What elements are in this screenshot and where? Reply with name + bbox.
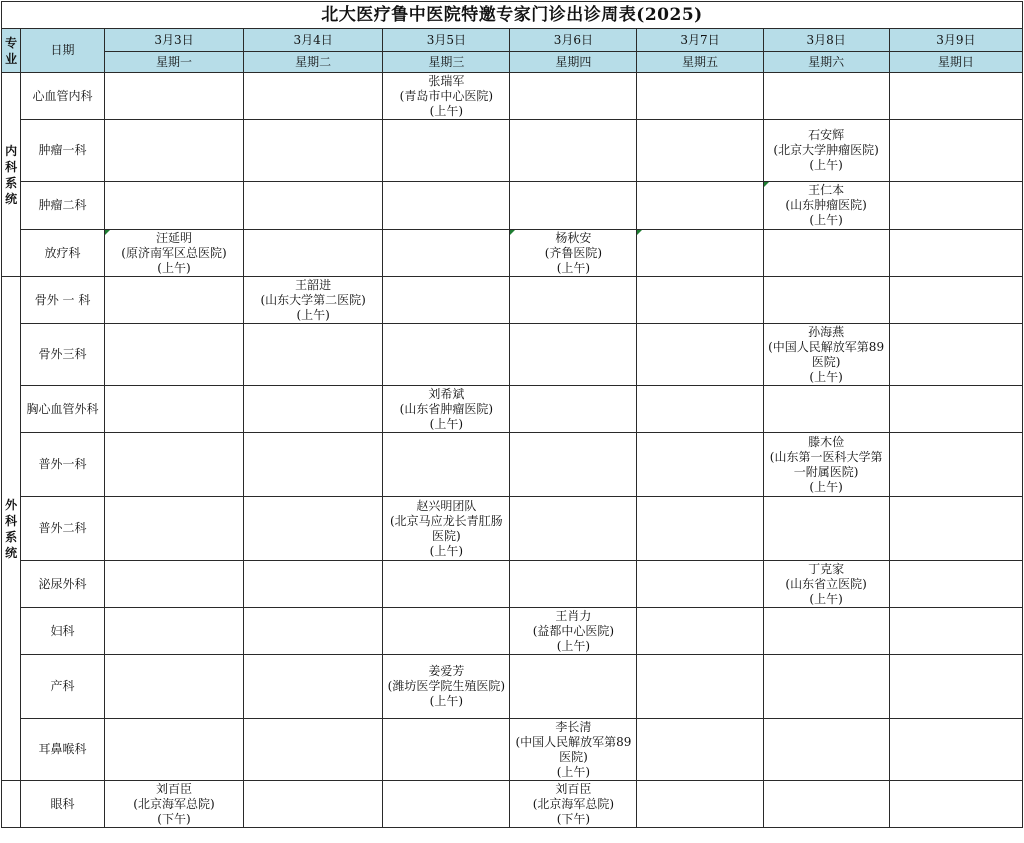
schedule-cell: [889, 182, 1022, 230]
schedule-cell: [244, 73, 383, 120]
department-cell: 心血管内科: [21, 73, 105, 120]
schedule-cell: [104, 497, 243, 561]
schedule-cell: [244, 561, 383, 608]
table-row: [2, 277, 1023, 324]
table-row: [2, 230, 1023, 277]
schedule-cell: [510, 497, 637, 561]
schedule-cell: [383, 277, 510, 324]
doctor-name: 刘百臣: [555, 781, 592, 796]
schedule-cell: [383, 230, 510, 277]
schedule-cell: [244, 497, 383, 561]
schedule-cell: [889, 324, 1022, 386]
schedule-cell: [889, 386, 1022, 433]
session-time: (上午): [809, 479, 843, 494]
date-cell: 3月8日: [763, 29, 889, 52]
schedule-cell: [104, 324, 243, 386]
session-time: (上午): [429, 103, 464, 118]
schedule-cell: [244, 655, 383, 719]
hospital-name: (益都中心医院): [532, 623, 615, 638]
schedule-cell: [104, 433, 243, 497]
schedule-cell: [637, 120, 763, 182]
weekday-header-row: [2, 52, 1023, 73]
schedule-cell: [383, 324, 510, 386]
session-time: (上午): [556, 260, 591, 275]
schedule-cell: [510, 324, 637, 386]
hospital-name: (潍坊医学院生殖医院): [387, 679, 506, 693]
schedule-cell: [637, 73, 763, 120]
session-time: (上午): [556, 638, 591, 653]
doctor-name: 姜爱芳: [428, 664, 465, 678]
hospital-name: (山东省立医院): [785, 576, 867, 591]
schedule-cell: [104, 386, 243, 433]
schedule-cell: [244, 120, 383, 182]
table-row: [2, 73, 1023, 120]
schedule-cell: [383, 655, 510, 719]
weekday-cell: 星期二: [244, 52, 383, 73]
schedule-cell: [889, 561, 1022, 608]
session-time: (下午): [556, 811, 591, 826]
hospital-name: (齐鲁医院): [544, 245, 603, 260]
doctor-name: 刘希斌: [428, 386, 465, 401]
doctor-name: 李长清: [555, 719, 592, 734]
schedule-cell: [637, 182, 763, 230]
schedule-cell: [763, 608, 889, 655]
department-cell: 普外二科: [21, 497, 105, 561]
doctor-name: 丁克家: [808, 561, 845, 576]
department-cell: 骨外 一 科: [21, 277, 105, 324]
department-cell: 肿瘤二科: [21, 182, 105, 230]
schedule-cell: [383, 497, 510, 561]
session-time: (上午): [429, 543, 464, 558]
schedule-cell: [763, 73, 889, 120]
schedule-cell: [383, 73, 510, 120]
schedule-cell: [763, 324, 889, 386]
schedule-cell: [763, 386, 889, 433]
schedule-cell: [510, 73, 637, 120]
date-cell: 3月5日: [383, 29, 510, 52]
schedule-cell: [104, 561, 243, 608]
schedule-cell: [510, 230, 637, 277]
session-time: (上午): [809, 591, 843, 606]
weekday-cell: 星期三: [383, 52, 510, 73]
schedule-cell: [104, 781, 243, 828]
table-row: [2, 781, 1023, 828]
schedule-cell: [510, 277, 637, 324]
hospital-name: (北京海军总院): [532, 796, 615, 811]
department-cell: 泌尿外科: [21, 561, 105, 608]
doctor-name: 王仁本: [808, 183, 845, 197]
hospital-name: (中国人民解放军第89医院): [515, 734, 632, 764]
schedule-cell: [637, 497, 763, 561]
schedule-cell: [244, 277, 383, 324]
schedule-cell: [889, 120, 1022, 182]
doctor-name: 汪延明: [155, 230, 192, 245]
department-cell: 骨外三科: [21, 324, 105, 386]
schedule-cell: [510, 781, 637, 828]
hospital-name: (北京马应龙长青肛肠医院): [389, 513, 503, 543]
department-cell: 肿瘤一科: [21, 120, 105, 182]
schedule-cell: [637, 561, 763, 608]
hospital-name: (山东肿瘤医院): [785, 198, 867, 212]
schedule-cell: [244, 230, 383, 277]
department-cell: 放疗科: [21, 230, 105, 277]
schedule-cell: [383, 433, 510, 497]
session-time: (上午): [556, 764, 591, 779]
hospital-name: (山东省肿瘤医院): [399, 401, 494, 416]
doctor-name: 刘百臣: [155, 781, 192, 796]
category-blank: [2, 781, 21, 828]
schedule-cell: [637, 781, 763, 828]
schedule-cell: [104, 655, 243, 719]
hospital-name: (中国人民解放军第89医院): [768, 339, 885, 369]
specialty-header: 专业: [2, 29, 21, 73]
date-header: 日期: [21, 29, 105, 73]
session-time: (上午): [429, 416, 464, 431]
table-row: [2, 608, 1023, 655]
schedule-cell: [889, 781, 1022, 828]
schedule-cell: [383, 386, 510, 433]
title-row: [2, 2, 1023, 29]
schedule-cell: [244, 433, 383, 497]
schedule-cell: [383, 608, 510, 655]
department-cell: 普外一科: [21, 433, 105, 497]
department-cell: 产科: [21, 655, 105, 719]
schedule-cell: [763, 655, 889, 719]
doctor-name: 王韶进: [295, 277, 332, 292]
schedule-page: [1, 1, 1023, 841]
schedule-cell: [889, 497, 1022, 561]
schedule-cell: [889, 608, 1022, 655]
schedule-cell: [889, 433, 1022, 497]
schedule-cell: [889, 277, 1022, 324]
table-row: [2, 386, 1023, 433]
date-cell: 3月4日: [244, 29, 383, 52]
schedule-cell: [104, 277, 243, 324]
schedule-cell: [510, 655, 637, 719]
schedule-cell: [244, 324, 383, 386]
category-internal: 内科系统: [2, 73, 21, 277]
doctor-name: 赵兴明团队: [416, 498, 477, 513]
weekday-cell: 星期一: [104, 52, 243, 73]
doctor-name: 杨秋安: [555, 230, 592, 245]
schedule-cell: [104, 230, 243, 277]
schedule-cell: [104, 719, 243, 781]
doctor-name: 孙海燕: [808, 324, 845, 339]
schedule-cell: [889, 73, 1022, 120]
table-row: [2, 719, 1023, 781]
table-row: [2, 120, 1023, 182]
schedule-cell: [637, 230, 763, 277]
hospital-name: (北京海军总院): [133, 796, 215, 811]
schedule-cell: [510, 433, 637, 497]
schedule-cell: [510, 608, 637, 655]
weekday-cell: 星期六: [763, 52, 889, 73]
schedule-cell: [637, 655, 763, 719]
date-header-row: [2, 29, 1023, 52]
schedule-cell: [104, 120, 243, 182]
hospital-name: (原济南军区总医院): [121, 245, 227, 260]
schedule-table: [1, 1, 1023, 828]
schedule-cell: [244, 608, 383, 655]
schedule-cell: [383, 561, 510, 608]
schedule-cell: [763, 120, 889, 182]
schedule-cell: [510, 561, 637, 608]
schedule-cell: [763, 497, 889, 561]
table-row: [2, 433, 1023, 497]
schedule-cell: [763, 561, 889, 608]
schedule-cell: [637, 433, 763, 497]
department-cell: 眼科: [21, 781, 105, 828]
doctor-name: 石安辉: [808, 128, 845, 142]
hospital-name: (青岛市中心医院): [399, 88, 494, 103]
schedule-cell: [510, 120, 637, 182]
date-cell: 3月7日: [637, 29, 763, 52]
schedule-cell: [763, 230, 889, 277]
doctor-name: 王肖力: [555, 608, 592, 623]
department-cell: 妇科: [21, 608, 105, 655]
session-time: (上午): [157, 260, 191, 275]
session-time: (上午): [809, 213, 843, 227]
schedule-cell: [383, 120, 510, 182]
schedule-cell: [104, 608, 243, 655]
schedule-cell: [763, 277, 889, 324]
date-cell: 3月9日: [889, 29, 1022, 52]
schedule-cell: [383, 781, 510, 828]
date-cell: 3月3日: [104, 29, 243, 52]
schedule-cell: [104, 182, 243, 230]
doctor-name: 张瑞军: [428, 73, 465, 88]
schedule-cell: [889, 719, 1022, 781]
hospital-name: (北京大学肿瘤医院): [773, 143, 879, 157]
schedule-cell: [763, 781, 889, 828]
schedule-cell: [889, 655, 1022, 719]
schedule-cell: [244, 781, 383, 828]
schedule-cell: [244, 719, 383, 781]
table-row: [2, 655, 1023, 719]
schedule-cell: [637, 386, 763, 433]
category-surgical: 外科系统: [2, 277, 21, 781]
schedule-cell: [637, 608, 763, 655]
hospital-name: (山东大学第二医院): [260, 292, 366, 307]
schedule-cell: [244, 182, 383, 230]
schedule-cell: [637, 719, 763, 781]
date-cell: 3月6日: [510, 29, 637, 52]
schedule-cell: [510, 386, 637, 433]
table-row: [2, 497, 1023, 561]
schedule-cell: [637, 324, 763, 386]
schedule-cell: [763, 182, 889, 230]
schedule-cell: [637, 277, 763, 324]
schedule-cell: [244, 386, 383, 433]
schedule-cell: [383, 719, 510, 781]
weekday-cell: 星期四: [510, 52, 637, 73]
hospital-name: (山东第一医科大学第一附属医院): [769, 449, 883, 479]
schedule-cell: [383, 182, 510, 230]
schedule-cell: [510, 719, 637, 781]
session-time: (上午): [429, 694, 464, 708]
schedule-cell: [763, 433, 889, 497]
table-row: [2, 182, 1023, 230]
session-time: (上午): [296, 307, 330, 322]
department-cell: 耳鼻喉科: [21, 719, 105, 781]
weekday-cell: 星期日: [889, 52, 1022, 73]
schedule-cell: [763, 719, 889, 781]
table-row: [2, 324, 1023, 386]
table-row: [2, 561, 1023, 608]
department-cell: 胸心血管外科: [21, 386, 105, 433]
session-time: (下午): [157, 811, 191, 826]
schedule-cell: [104, 73, 243, 120]
session-time: (上午): [809, 158, 843, 172]
session-time: (上午): [809, 369, 843, 384]
schedule-cell: [889, 230, 1022, 277]
weekday-cell: 星期五: [637, 52, 763, 73]
doctor-name: 滕木俭: [808, 434, 845, 449]
schedule-cell: [510, 182, 637, 230]
page-title: 北大医疗鲁中医院特邀专家门诊出诊周表(2025): [2, 2, 1023, 29]
